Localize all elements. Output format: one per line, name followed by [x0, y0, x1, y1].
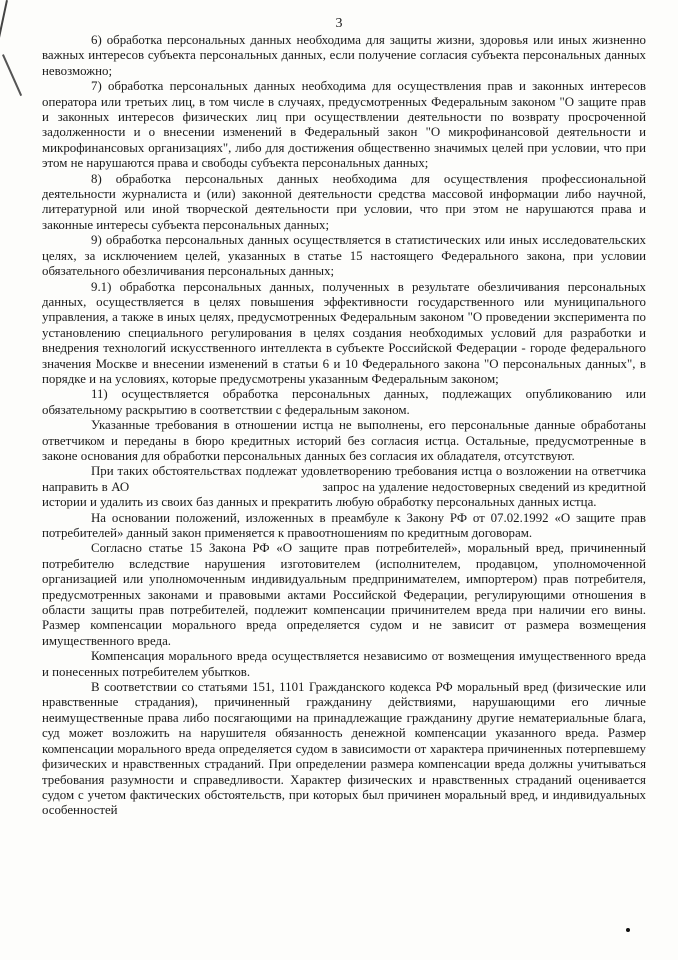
paragraph-item-9: 9) обработка персональных данных осуществляется в статистических или иных исследовательских целях, за исключением целей, указанных в статье 15 настоящего Федерального закона, при условии обязательного обезличивания персональных данных; [42, 233, 646, 279]
paragraph-claims: При таких обстоятельствах подлежат удовлетворению требования истца о возложении на ответчика направить в АО запрос на удаление недостоверных сведений из кредитной истории и удалить из своих баз данных и прекратить любую обработку персональных данных истца. [42, 464, 650, 510]
paragraph-compensation: Компенсация морального вреда осуществляется независимо от возмещения имущественного вреда и понесенных потребителем убытков. [42, 649, 646, 679]
paragraph-item-11: 11) осуществляется обработка персональных данных, подлежащих опубликованию или обязательному раскрытию в соответствии с федеральным законом. [42, 387, 646, 417]
paragraph-item-7: 7) обработка персональных данных необходима для осуществления прав и законных интересов оператора или третьих лиц, в том числе в случаях, предусмотренных Федеральным законом "О защите прав и законных интересов физических лиц при осуществлении деятельности по возврату просроченной задолженности и о внесении изменений в Федеральный закон "О микрофинансовой деятельности и микрофинансовых организациях", либо для достижения общественно значимых целей при условии, что при этом не нарушаются права и свободы субъекта персональных данных; [42, 79, 646, 171]
paragraph-civil-code: В соответствии со статьями 151, 1101 Гражданского кодекса РФ моральный вред (физические или нравственные страдания), причиненный гражданину действиями, нарушающими его личные неимущественные права либо посягающими на принадлежащие гражданину другие нематериальные блага, суд может возложить на нарушителя обязанность денежной компенсации указанного вреда. Размер компенсации морального вреда определяется судом в зависимости от характера причиненных потерпевшему физических и нравственных страданий. При определении размера компенсации вреда должны учитываться требования разумности и справедливости. Характер физических и нравственных страданий оценивается судом с учетом фактических обстоятельств, при которых был причинен моральный вред, и индивидуальных особенностей [42, 680, 646, 818]
page-number: 3 [335, 16, 343, 31]
scan-mark [0, 0, 7, 93]
speck [626, 928, 630, 932]
paragraph-requirements: Указанные требования в отношении истца не выполнены, его персональные данные обработаны ответчиком и переданы в бюро кредитных историй без согласия истца. Остальные, предусмотренные в законе основания для обработки персональных данных без согласия их обладателя, отсутствуют. [42, 418, 646, 463]
paragraph-article-15: Согласно статье 15 Закона РФ «О защите прав потребителей», моральный вред, причиненный потребителю вследствие нарушения изготовителем (исполнителем, продавцом, уполномоченной организацией или уполномоченным индивидуальным предпринимателем, импортером) прав потребителя, предусмотренных законами и правовыми актами Российской Федерации, регулирующими отношения в области защиты прав потребителей, подлежит компенсации причинителем вреда при наличии его вины. Размер компенсации морального вреда определяется судом и не зависит от размера возмещения имущественного вреда. [42, 541, 646, 648]
document-body [42, 33, 650, 819]
scan-mark [2, 54, 22, 96]
paragraph-consumer-law: На основании положений, изложенных в преамбуле к Закону РФ от 07.02.1992 «О защите прав потребителей» данный закон применяется к правоотношениям по кредитным договорам. [42, 510, 646, 540]
paragraph-item-8: 8) обработка персональных данных необходима для осуществления профессиональной деятельности журналиста и (или) законной деятельности средства массовой информации либо научной, литературной или иной творческой деятельности при условии, что при этом не нарушаются права и законные интересы субъекта персональных данных; [42, 171, 646, 232]
paragraph-item-6: 6) обработка персональных данных необходима для защиты жизни, здоровья или иных жизненно важных интересов субъекта персональных данных, если получение согласия субъекта персональных данных невозможно; [42, 33, 646, 78]
paragraph-item-9-1: 9.1) обработка персональных данных, полученных в результате обезличивания персональных данных, осуществляется в целях повышения эффективности государственного или муниципального управления, а также в иных целях, предусмотренных Федеральным законом "О проведении эксперимента по установлению специального регулирования в целях создания необходимых условий для разработки и внедрения технологий искусственного интеллекта в субъекте Российской Федерации - городе федерального значения Москве и внесении изменений в статьи 6 и 10 Федерального закона "О персональных данных", в порядке и на условиях, которые предусмотрены указанным Федеральным законом; [42, 279, 646, 386]
